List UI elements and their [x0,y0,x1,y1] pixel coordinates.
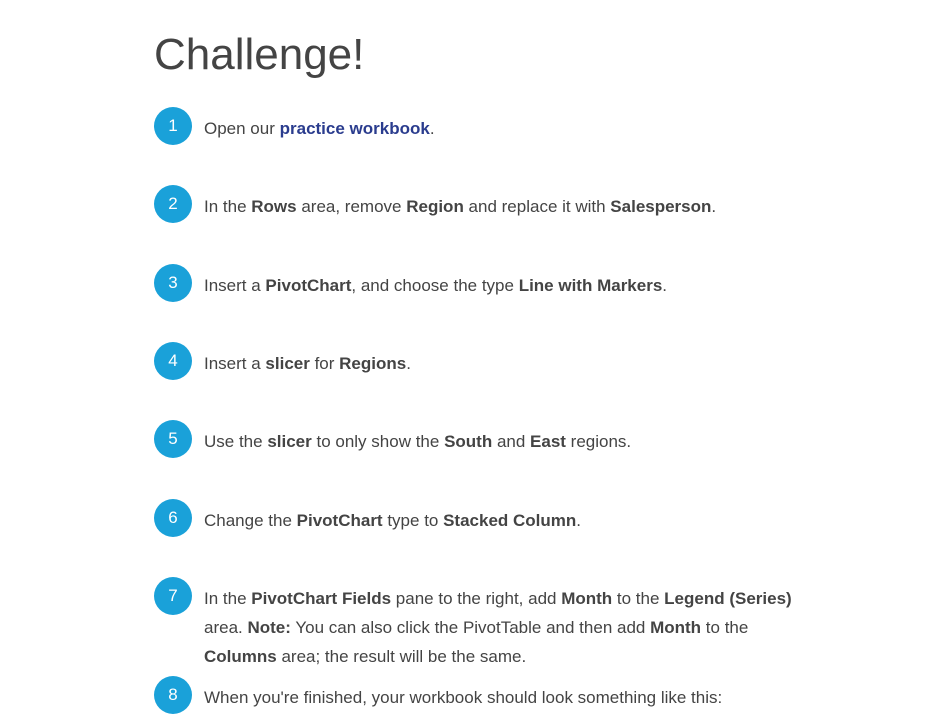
step-number-badge: 2 [154,185,192,223]
step-text: In the Rows area, remove Region and replace it with Salesperson. [204,197,717,216]
step-text: Change the PivotChart type to Stacked Column. [204,511,582,530]
step-text: Use the slicer to only show the South and East regions. [204,432,632,451]
step-text: Insert a PivotChart, and choose the type Line with Markers. [204,276,668,295]
practice-workbook-link[interactable]: practice workbook [279,119,430,138]
page-title: Challenge! [154,30,365,79]
step-text: When you're finished, your workbook should look something like this: [204,688,723,707]
step-number-badge: 1 [154,107,192,145]
step-text: In the PivotChart Fields pane to the right, add Month to the Legend (Series) area. Note: You can also click the PivotTable and then add Month to the Columns area; the result will be the same. [204,589,792,666]
step-text: Open our practice workbook. [204,119,435,138]
step-number-badge: 8 [154,676,192,714]
step-number-badge: 4 [154,342,192,380]
step-number-badge: 5 [154,420,192,458]
step-number-badge: 6 [154,499,192,537]
step-text: Insert a slicer for Regions. [204,354,411,373]
step-number-badge: 7 [154,577,192,615]
step-number-badge: 3 [154,264,192,302]
